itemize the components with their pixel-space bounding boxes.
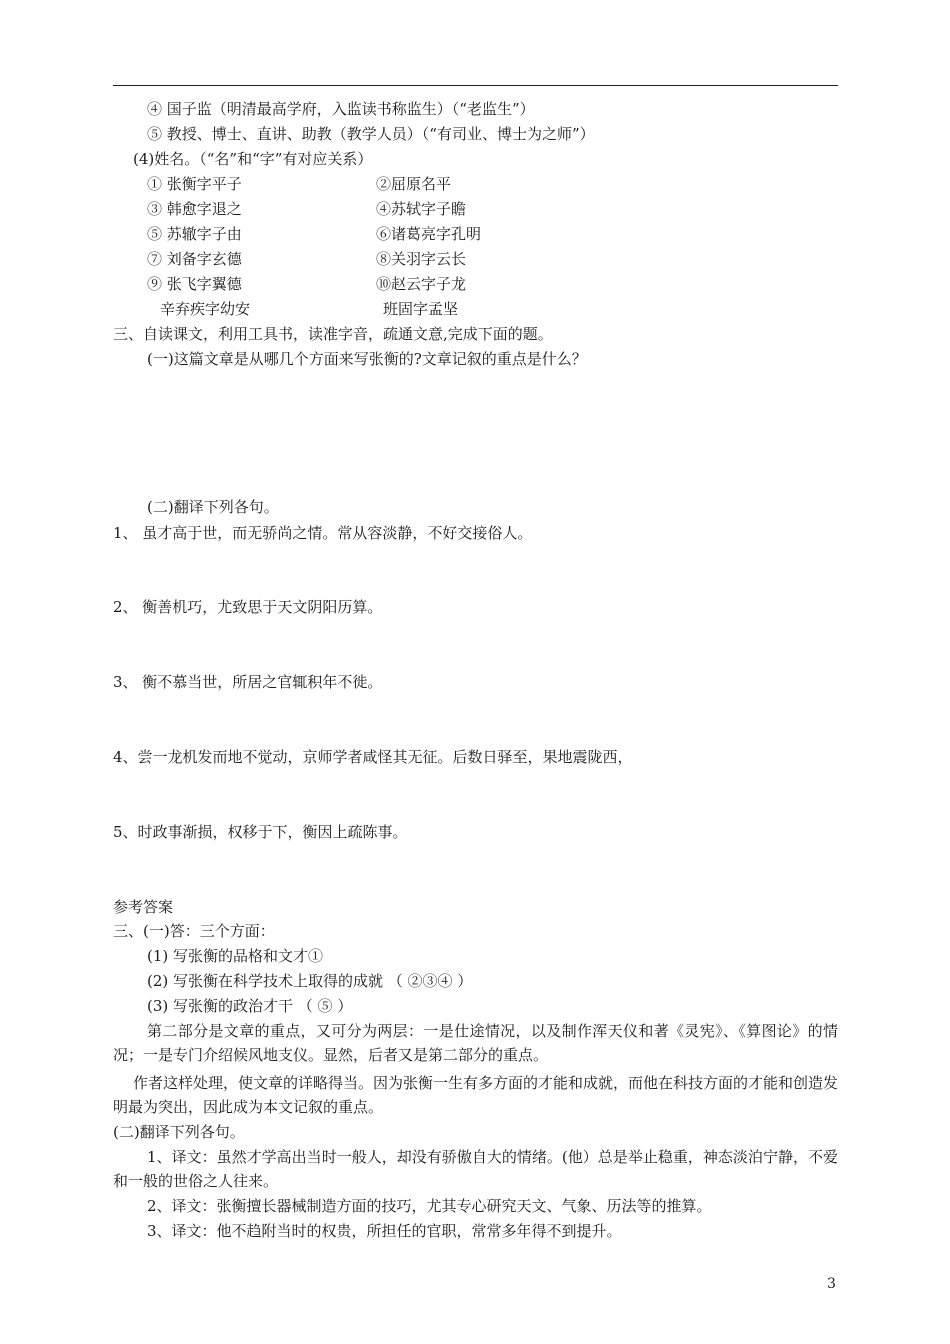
answers-title: 参考答案 [113,898,174,916]
answer-1-point: (1) 写张衡的品格和文才① [147,947,324,965]
name-item: ⑦ 刘备字玄德 [147,250,242,268]
names-heading: (4)姓名。（“名”和“字”有对应关系） [133,150,373,168]
answer-1-point: (3) 写张衡的政治才干 （ ⑤ ） [147,997,353,1015]
sentence-4: 4、尝一龙机发而地不觉动，京师学者咸怪其无征。后数日驿至，果地震陇西， [113,748,633,766]
question-1: (一)这篇文章是从哪几个方面来写张衡的?文章记叙的重点是什么？ [147,350,587,368]
sentence-2: 2、 衡善机巧，尤致思于天文阴阳历算。 [113,598,383,616]
name-item: ⑨ 张飞字翼德 [147,275,242,293]
answer-1-point: (2) 写张衡在科学技术上取得的成就 （ ②③④ ） [147,972,473,990]
answer-2-heading: (二)翻译下列各句。 [113,1123,245,1141]
name-item: ⑤ 苏辙字子由 [147,225,242,243]
name-item: 班固字孟坚 [383,300,459,318]
name-item: ④苏轼字子瞻 [376,200,467,218]
list-item-guozijian: ④ 国子监（明清最高学府，入监读书称监生）（“老监生”） [147,100,535,118]
translation: 2、译文：张衡擅长器械制造方面的技巧，尤其专心研究天文、气象、历法等的推算。 [147,1197,712,1215]
name-item: 辛弃疾字幼安 [160,300,251,318]
answer-paragraph: 第二部分是文章的重点，又可分为两层：一是仕途情况，以及制作浑天仪和著《灵宪》、《算图论》的情况；一是专门介绍候风地支仪。显然，后者又是第二部分的重点。 [113,1022,838,1064]
name-item: ⑧关羽字云长 [376,250,467,268]
answer-1-heading: 三、(一)答：三个方面： [113,922,275,940]
list-item-jiaoshou: ⑤ 教授、博士、直讲、助教（教学人员）（“有司业、博士为之师”） [147,125,595,143]
question-2-heading: (二)翻译下列各句。 [147,498,279,516]
header-rule [113,85,838,86]
name-item: ⑥诸葛亮字孔明 [376,225,482,243]
name-item: ① 张衡字平子 [147,175,242,193]
sentence-1: 1、 虽才高于世，而无骄尚之情。常从容淡静，不好交接俗人。 [113,524,533,542]
name-item: ⑩赵云字子龙 [376,275,467,293]
sentence-3: 3、 衡不慕当世，所居之官辄积年不徙。 [113,673,383,691]
sentence-5: 5、时政事渐损，权移于下，衡因上疏陈事。 [113,823,408,841]
translation: 3、译文：他不趋附当时的权贵，所担任的官职，常常多年得不到提升。 [147,1222,622,1240]
section3-heading: 三、自读课文，利用工具书，读准字音，疏通文意,完成下面的题。 [113,325,553,343]
answer-paragraph: 作者这样处理，使文章的详略得当。因为张衡一生有多方面的才能和成就，而他在科技方面的才能和创造发明最为突出，因此成为本文记叙的重点。 [113,1074,839,1116]
page-number: 3 [827,1276,836,1292]
name-item: ②屈原名平 [376,175,452,193]
name-item: ③ 韩愈字退之 [147,200,242,218]
translation: 1、译文：虽然才学高出当时一般人，却没有骄傲自大的情绪。(他）总是举止稳重，神态淡泊宁静，不爱和一般的世俗之人往来。 [113,1148,838,1190]
